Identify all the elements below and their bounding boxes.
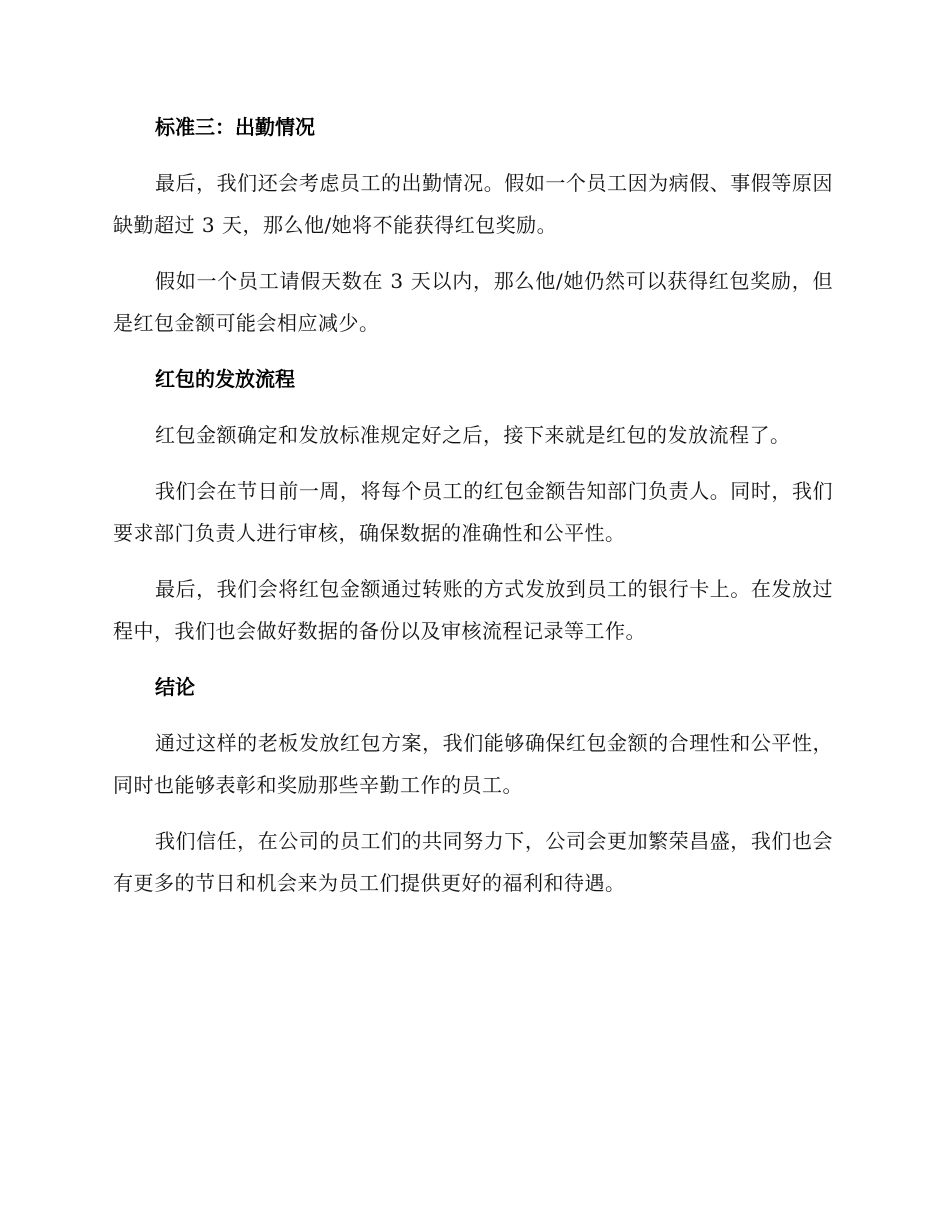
section-heading: 红包的发放流程 (155, 367, 295, 391)
section-heading: 标准三：出勤情况 (155, 115, 315, 139)
document-page (113, 106, 833, 918)
section-conclusion (113, 666, 833, 904)
paragraph: 假如一个员工请假天数在 3 天以内，那么他/她仍然可以获得红包奖励，但是红包金额可能会相应减少。 (113, 269, 833, 335)
section-attendance (113, 106, 833, 344)
paragraph: 最后，我们会将红包金额通过转账的方式发放到员工的银行卡上。在发放过程中，我们也会做好数据的备份以及审核流程记录等工作。 (113, 577, 833, 643)
section-heading: 结论 (155, 675, 195, 699)
paragraph: 我们会在节日前一周，将每个员工的红包金额告知部门负责人。同时，我们要求部门负责人进行审核，确保数据的准确性和公平性。 (113, 479, 833, 545)
section-distribution-process (113, 358, 833, 652)
paragraph: 我们信任，在公司的员工们的共同努力下，公司会更加繁荣昌盛，我们也会有更多的节日和机会来为员工们提供更好的福利和待遇。 (113, 829, 833, 895)
paragraph: 通过这样的老板发放红包方案，我们能够确保红包金额的合理性和公平性，同时也能够表彰和奖励那些辛勤工作的员工。 (113, 731, 833, 797)
paragraph: 红包金额确定和发放标准规定好之后，接下来就是红包的发放流程了。 (155, 423, 791, 447)
paragraph: 最后，我们还会考虑员工的出勤情况。假如一个员工因为病假、事假等原因缺勤超过 3 天，那么他/她将不能获得红包奖励。 (113, 171, 833, 237)
